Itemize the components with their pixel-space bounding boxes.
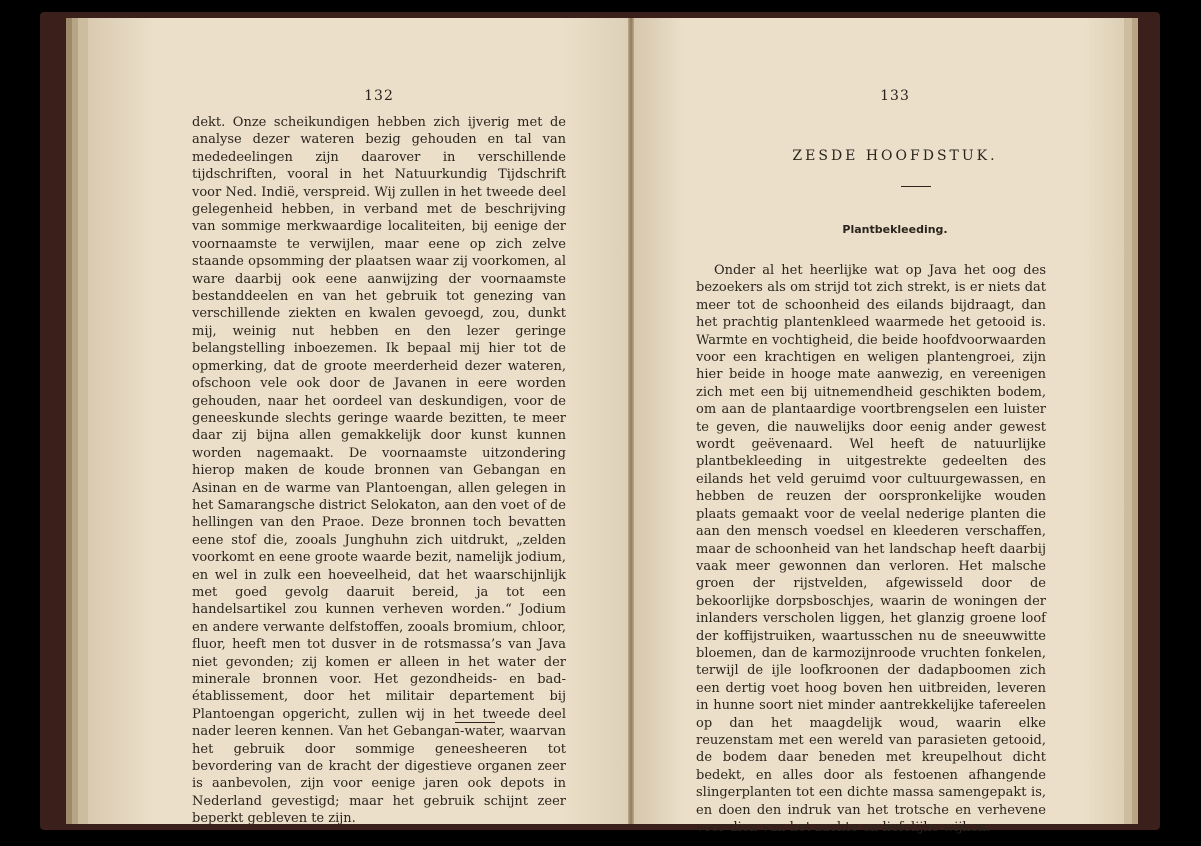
chapter-title: ZESDE HOOFDSTUK. xyxy=(792,148,998,164)
right-page xyxy=(634,18,1124,835)
chapter-rule xyxy=(901,186,931,187)
page-number: 133 xyxy=(880,88,910,104)
end-rule xyxy=(455,722,495,723)
left-page xyxy=(88,18,628,827)
section-title: Plantbekleeding. xyxy=(842,223,948,236)
page-body-text: dekt. Onze scheikundigen hebben zich ijverig met de analyse dezer wateren bezig gehouden en tal van mededeelingen zijn daarover in verschillende tijdschriften, vooral in het Natuurkundig Tijdschrift voor Ned. Indië, verspreid. Wij zullen in het tweede deel gelegenheid hebben, in verband met de beschrijving van sommige merkwaardige localiteiten, bij eenige der voornaamste te verwijlen, maar eene op zich zelve staande opsomming der plaatsen waar zij voorkomen, al ware daarbij ook eene aanwijzing der voornaamste bestanddeelen en van het gebruik tot genezing van verschillende ziekten en kwalen gevoegd, zou, dunkt mij, weinig nut hebben en den lezer geringe belangstelling inboezemen. Ik bepaal mij hier tot de opmerking, dat de groote meerderheid dezer wateren, ofschoon vele ook door de Javanen in eere worden gehouden, naar het oordeel van deskundigen, voor de geneeskunde slechts geringe waarde bezitten, te meer daar zij bijna allen gemakkelijk door kunst kunnen worden nagemaakt. De voornaamste uitzondering hierop maken de koude bronnen van Gebangan en Asinan en de warme van Plantoengan, allen gelegen in het Samarangsche district Selokaton, aan den voet of de hellingen van den Praoe. Deze bronnen toch bevatten eene stof die, zooals Junghuhn zich uitdrukt, „zelden voorkomt en eene groote waarde bezit, namelijk jodium, en wel in zulk een hoeveelheid, dat het waarschijnlijk met goed gevolg daaruit bereid, ja tot een handelsartikel zou kunnen verheven worden.“ Jodium en andere verwante delfstoffen, zooals bromium, chloor, fluor, heeft men tot dusver in de rotsmassa’s van Java niet gevonden; zij komen er alleen in het water der minerale bronnen voor. Het gezondheids- en bad-établissement, door het militair departement bij Plantoengan opgericht, zullen wij in het tweede deel nader leeren kennen. Van het Gebangan-water, waarvan het gebruik door sommige geneesheeren tot bevordering van de kracht der digestieve organen zeer is aanbevolen, zijn voor eenige jaren ook depots in Nederland gevestigd; maar het gebruik schijnt zeer beperkt gebleven te zijn. xyxy=(192,115,566,827)
page-body-text: Onder al het heerlijke wat op Java het oog des bezoekers als om strijd tot zich strekt, is er niets dat meer tot de schoonheid des eilands bijdraagt, dan het prachtig plantenkleed waarmede het getooid is. Warmte en vochtigheid, die beide hoofdvoorwaarden voor een krachtigen en weligen plantengroei, zijn hier beide in hooge mate aanwezig, en vereenigen zich met een bij uitnemendheid geschikten bodem, om aan de plantaardige voortbrengselen een luister te geven, die nauwelijks door eenig ander gewest wordt geëvenaard. Wel heeft de natuurlijke plantbekleeding in uitgestrekte gedeelten des eilands het veld geruimd voor cultuurgewassen, en hebben de reuzen der oorspronkelijke wouden plaats gemaakt voor de veelal nederige planten die aan den mensch voedsel en kleederen verschaffen, maar de schoonheid van het landschap heeft daarbij vaak meer gewonnen dan verloren. Het malsche groen der rijstvelden, afgewisseld door de bekoorlijke dorpsboschjes, waarin de woningen der inlanders verscholen liggen, het glanzig groene loof der koffijstruiken, waartusschen nu de sneeuwwitte bloemen, dan de karmozijnroode vruchten fonkelen, terwijl de ijle loofkroonen der dadapboomen zich een dertig voet hoog boven hen uitbreiden, leveren in hunne soort niet minder aantrekkelijke tafereelen op dan het maagdelijk woud, waarin elke reuzenstam met een wereld van parasieten getooid, de bodem daar beneden met kreupelhout dicht bedekt, en alles door als festoenen afhangende slingerplanten tot een dichte massa samengepakt is, en doen den indruk van het trotsche en verhevene voor dien van het zachte en liefelijke wijken. xyxy=(696,263,1046,835)
page-number: 132 xyxy=(364,88,394,104)
